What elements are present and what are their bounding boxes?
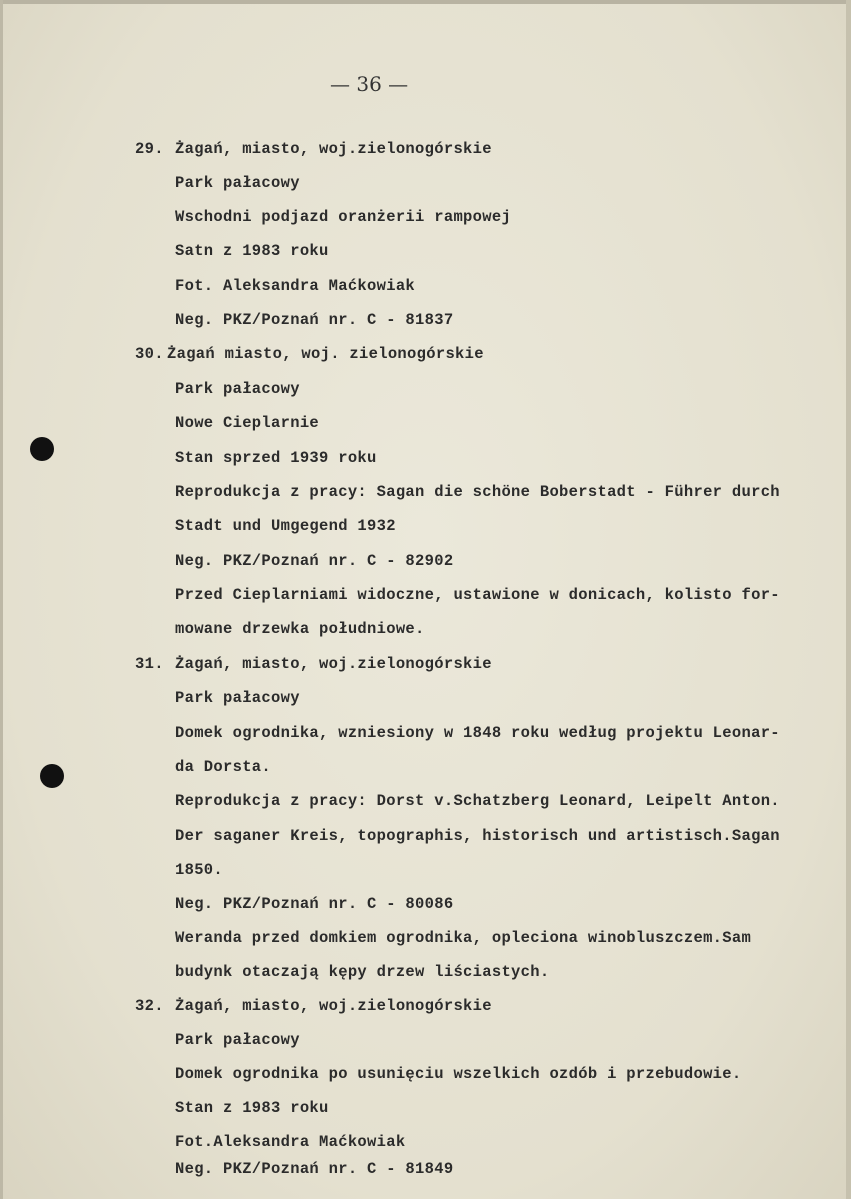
entry-line: Neg. PKZ/Poznań nr. C - 80086	[175, 895, 454, 913]
entry-title: Żagań miasto, woj. zielonogórskie	[167, 345, 484, 363]
entry-line: Fot. Aleksandra Maćkowiak	[175, 277, 416, 295]
entry-line: Neg. PKZ/Poznań nr. C - 81849	[175, 1160, 454, 1178]
entry-number: 32.	[135, 997, 164, 1015]
entry-line: budynk otaczają kępy drzew liściastych.	[175, 963, 550, 981]
page-number: — 36 —	[330, 72, 409, 96]
entry-line: Reprodukcja z pracy: Dorst v.Schatzberg Leonard, Leipelt Anton.	[175, 792, 780, 810]
entry-line: Neg. PKZ/Poznań nr. C - 81837	[175, 311, 454, 329]
entry-number: 31.	[135, 655, 164, 673]
entry-title: Żagań, miasto, woj.zielonogórskie	[175, 655, 492, 673]
entry-line: Stadt und Umgegend 1932	[175, 517, 396, 535]
entry-line: da Dorsta.	[175, 758, 272, 776]
entry-title: Żagań, miasto, woj.zielonogórskie	[175, 140, 492, 158]
entry-line: Park pałacowy	[175, 1031, 300, 1049]
entry-line: 1850.	[175, 861, 224, 879]
entry-line: mowane drzewka południowe.	[175, 620, 425, 638]
entry-line: Wschodni podjazd oranżerii rampowej	[175, 208, 512, 226]
entry-line: Reprodukcja z pracy: Sagan die schöne Boberstadt - Führer durch	[175, 483, 780, 501]
page-edge-left	[0, 0, 3, 1199]
entry-line: Park pałacowy	[175, 174, 300, 192]
entry-line: Der saganer Kreis, topographis, historisch und artistisch.Sagan	[175, 827, 780, 845]
entry-number: 30.	[135, 345, 164, 363]
entry-line: Park pałacowy	[175, 689, 300, 707]
entry-line: Park pałacowy	[175, 380, 300, 398]
page-edge-top	[0, 0, 851, 4]
page-edge-right	[846, 0, 851, 1199]
entry-line: Nowe Cieplarnie	[175, 414, 320, 432]
entry-line: Przed Cieplarniami widoczne, ustawione w donicach, kolisto for-	[175, 586, 780, 604]
entry-line: Satn z 1983 roku	[175, 242, 329, 260]
entry-title: Żagań, miasto, woj.zielonogórskie	[175, 997, 492, 1015]
entry-line: Weranda przed domkiem ogrodnika, opleciona winobluszczem.Sam	[175, 929, 752, 947]
entry-line: Domek ogrodnika po usunięciu wszelkich ozdób i przebudowie.	[175, 1065, 742, 1083]
entry-line: Stan sprzed 1939 roku	[175, 449, 377, 467]
entry-line: Neg. PKZ/Poznań nr. C - 82902	[175, 552, 454, 570]
entry-line: Fot.Aleksandra Maćkowiak	[175, 1133, 406, 1151]
punch-hole-top	[30, 437, 54, 461]
entry-line: Domek ogrodnika, wzniesiony w 1848 roku według projektu Leonar-	[175, 724, 780, 742]
entry-number: 29.	[135, 140, 164, 158]
entry-line: Stan z 1983 roku	[175, 1099, 329, 1117]
punch-hole-bottom	[40, 764, 64, 788]
